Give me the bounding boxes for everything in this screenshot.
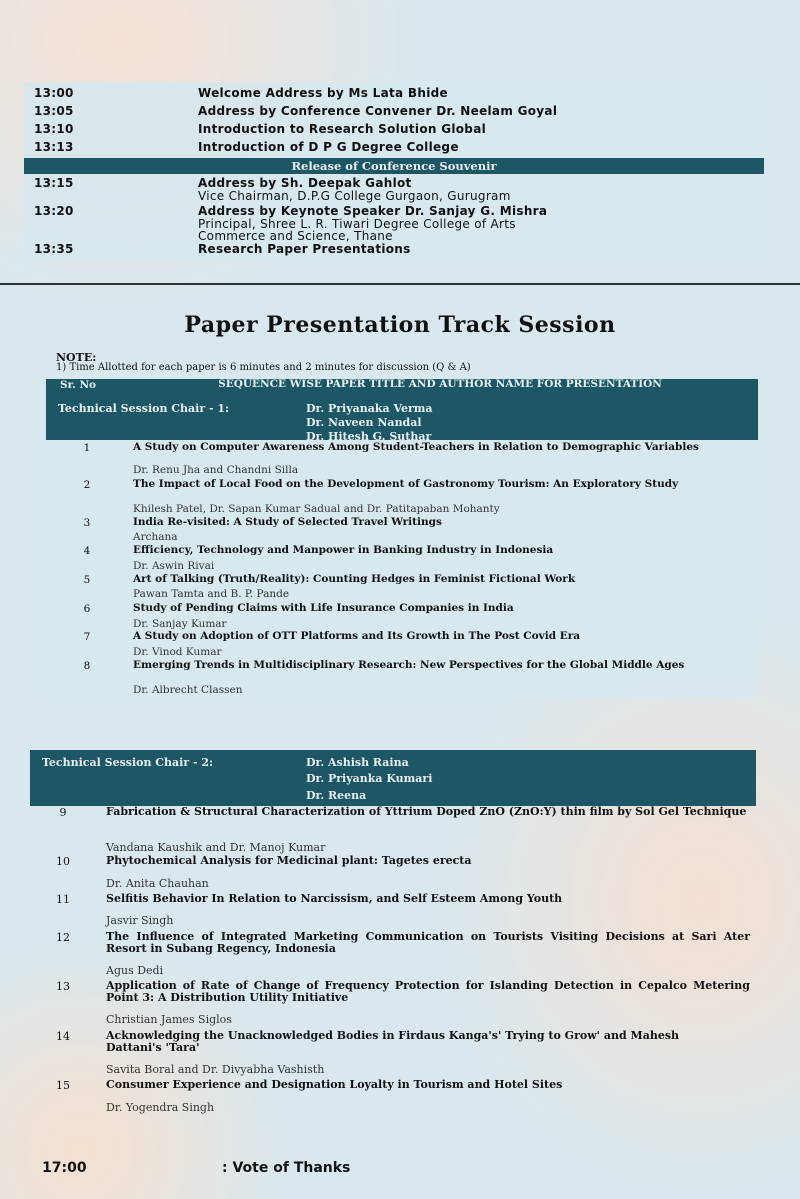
- paper-authors: Khilesh Patel, Dr. Sapan Kumar Sadual and Dr. Patitapaban Mohanty: [133, 503, 500, 515]
- schedule-desc: [198, 176, 511, 202]
- paper-number: 1: [83, 442, 91, 454]
- schedule-time: 13:35: [34, 242, 74, 256]
- schedule-time: 13:10: [34, 122, 74, 136]
- schedule-time: 13:05: [34, 104, 74, 118]
- paper-number: 5: [83, 574, 91, 586]
- paper-authors: Dr. Anita Chauhan: [106, 877, 209, 890]
- page-title: Paper Presentation Track Session: [184, 312, 616, 338]
- session2-chair-label: Technical Session Chair - 2:: [42, 756, 214, 769]
- paper-authors: Agus Dedi: [106, 964, 164, 977]
- paper-number: 4: [83, 545, 91, 557]
- paper-authors: Dr. Albrecht Classen: [133, 684, 243, 696]
- paper-authors: Pawan Tamta and B. P. Pande: [133, 588, 290, 600]
- paper-number: 6: [83, 603, 91, 615]
- section-divider: [0, 283, 800, 285]
- paper-number: 11: [56, 893, 70, 906]
- session1-chair: Dr. Naveen Nandal: [306, 416, 422, 429]
- schedule-desc: Research Paper Presentations: [198, 242, 411, 256]
- paper-title: A Study on Computer Awareness Among Student-Teachers in Relation to Demographic Variables: [133, 441, 699, 453]
- paper-authors: Dr. Yogendra Singh: [106, 1101, 215, 1114]
- schedule-time: 13:15: [34, 176, 74, 190]
- paper-title: Acknowledging the Unacknowledged Bodies in Firdaus Kanga's' Trying to Grow' and Mahesh Dattani's 'Tara': [106, 1029, 680, 1054]
- schedule-desc-sub: Commerce and Science, Thane: [198, 229, 393, 243]
- paper-number: 9: [59, 806, 67, 819]
- note-text: 1) Time Allotted for each paper is 6 minutes and 2 minutes for discussion (Q & A): [56, 362, 471, 373]
- schedule-desc: Introduction of D P G Degree College: [198, 140, 459, 154]
- souvenir-banner: Release of Conference Souvenir: [24, 158, 764, 174]
- closing-time: 17:00: [42, 1160, 87, 1176]
- schedule-time: 13:00: [34, 86, 74, 100]
- table-header-sr: Sr. No: [60, 379, 97, 391]
- schedule-desc-sub: Principal, Shree L. R. Tiwari Degree College of Arts: [198, 217, 516, 231]
- paper-title: The Impact of Local Food on the Development of Gastronomy Tourism: An Exploratory Study: [133, 478, 679, 490]
- closing-row: [42, 1160, 351, 1176]
- schedule-time: 13:13: [34, 140, 74, 154]
- paper-title: Selfitis Behavior In Relation to Narcissism, and Self Esteem Among Youth: [106, 892, 563, 905]
- paper-title: Art of Talking (Truth/Reality): Counting Hedges in Feminist Fictional Work: [133, 573, 576, 585]
- paper-authors: Jasvir Singh: [106, 914, 174, 927]
- schedule-desc-main: Address by Sh. Deepak Gahlot: [198, 176, 412, 190]
- schedule-desc: Address by Conference Convener Dr. Neelam Goyal: [198, 104, 558, 118]
- paper-authors: Dr. Aswin Rivai: [133, 560, 215, 572]
- paper-title: India Re-visited: A Study of Selected Travel Writings: [133, 516, 442, 528]
- paper-title: Consumer Experience and Designation Loyalty in Tourism and Hotel Sites: [106, 1078, 563, 1091]
- paper-number: 10: [56, 855, 70, 868]
- paper-title: Fabrication & Structural Characterization of Yttrium Doped ZnO (ZnO:Y) thin film by Sol Gel Technique: [106, 805, 747, 818]
- schedule-desc: [198, 204, 547, 242]
- session1-chair: Dr. Priyanaka Verma: [306, 402, 433, 415]
- schedule-desc: Welcome Address by Ms Lata Bhide: [198, 86, 448, 100]
- paper-title: Efficiency, Technology and Manpower in Banking Industry in Indonesia: [133, 544, 554, 556]
- paper-number: 8: [83, 660, 91, 672]
- paper-authors: Archana: [133, 531, 178, 543]
- paper-number: 12: [56, 931, 70, 944]
- paper-title: A Study on Adoption of OTT Platforms and Its Growth in The Post Covid Era: [133, 630, 581, 642]
- paper-number: 15: [56, 1079, 70, 1092]
- paper-authors: Savita Boral and Dr. Divyabha Vashisth: [106, 1063, 325, 1076]
- paper-number: 13: [56, 980, 70, 993]
- session2-chair: Dr. Priyanka Kumari: [306, 772, 433, 785]
- paper-authors: Vandana Kaushik and Dr. Manoj Kumar: [106, 841, 326, 854]
- session2-chair: Dr. Reena: [306, 789, 367, 802]
- paper-authors: Dr. Sanjay Kumar: [133, 618, 227, 630]
- paper-title: Application of Rate of Change of Frequency Protection for Islanding Detection in Cepalco Metering Point 3: A Distribution Utility Initiative: [106, 979, 750, 1004]
- paper-title: Study of Pending Claims with Life Insurance Companies in India: [133, 602, 514, 614]
- schedule-desc-main: Address by Keynote Speaker Dr. Sanjay G. Mishra: [198, 204, 548, 218]
- schedule-desc: Introduction to Research Solution Global: [198, 122, 486, 136]
- session1-chair: Dr. Hitesh G. Suthar: [306, 430, 432, 443]
- paper-number: 7: [83, 631, 91, 643]
- paper-number: 14: [56, 1030, 70, 1043]
- paper-title: Emerging Trends in Multidisciplinary Research: New Perspectives for the Global Middle Ages: [133, 659, 685, 671]
- session1-chair-label: Technical Session Chair - 1:: [58, 402, 230, 415]
- paper-title: The Influence of Integrated Marketing Communication on Tourists Visiting Decisions at Sari Ater Resort in Subang Regency, Indonesia: [106, 930, 750, 955]
- paper-number: 3: [83, 517, 91, 529]
- paper-authors: Dr. Vinod Kumar: [133, 646, 222, 658]
- schedule-desc-sub: Vice Chairman, D.P.G College Gurgaon, Gurugram: [198, 189, 511, 203]
- paper-authors: Christian James Siglos: [106, 1013, 232, 1026]
- paper-number: 2: [83, 479, 91, 491]
- schedule-time: 13:20: [34, 204, 74, 218]
- note-label: NOTE:: [56, 351, 97, 364]
- paper-authors: Dr. Renu Jha and Chandni Silla: [133, 464, 299, 476]
- session2-chair: Dr. Ashish Raina: [306, 756, 409, 769]
- closing-text: : Vote of Thanks: [222, 1160, 351, 1176]
- paper-title: Phytochemical Analysis for Medicinal plant: Tagetes erecta: [106, 854, 472, 867]
- table-header-seq: SEQUENCE WISE PAPER TITLE AND AUTHOR NAME FOR PRESENTATION: [218, 378, 662, 390]
